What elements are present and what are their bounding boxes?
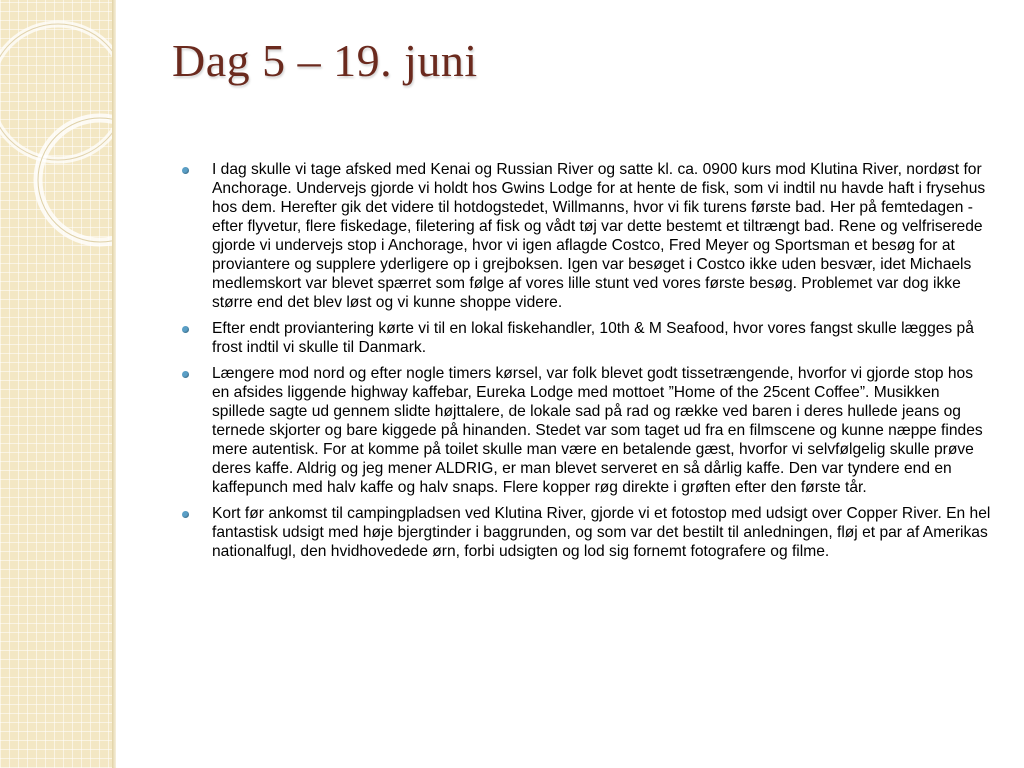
bullet-text: I dag skulle vi tage afsked med Kenai og Russian River og satte kl. ca. 0900 kurs mod Klutina River, nordøst for Anchorage. Undervejs gjorde vi holdt hos Gwins Lodge for at hente de fisk, som vi indtil nu havde haft i frysehus hos dem. Herefter gik det videre til hotdogstedet, Willmanns, hvor vi fik turens første bad. Her på femtedagen - efter flyvetur, flere fiskedage, filetering af fisk og vådt tøj var dette bestemt et tiltrængt bad. Rene og velfriserede gjorde vi undervejs stop i Anchorage, hvor vi igen aflagde Costco, Fred Meyer og Sportsman et besøg for at proviantere og supplere yderligere op i grejboksen. Igen var besøget i Costco ikke uden besvær, idet Michaels medlemskort var blevet spærret som følge af vores lille stunt ved vores første besøg. Problemet var dog ikke større end det blev løst og vi kunne shoppe videre. — [212, 161, 986, 311]
bullet-list — [182, 160, 994, 568]
bullet-item — [182, 160, 994, 312]
slide-title: Dag 5 – 19. juni — [172, 35, 478, 86]
bullet-item — [182, 364, 994, 497]
sidebar-edge — [112, 0, 116, 768]
bullet-text: Efter endt proviantering kørte vi til en lokal fiskehandler, 10th & M Seafood, hvor vores fangst skulle lægges på frost indtil vi skulle til Danmark. — [212, 320, 974, 356]
bullet-dot-icon — [182, 511, 189, 518]
bullet-dot-icon — [182, 167, 189, 174]
decorative-rings — [0, 0, 112, 768]
decorative-sidebar — [0, 0, 112, 768]
bullet-dot-icon — [182, 371, 189, 378]
bullet-text: Kort før ankomst til campingpladsen ved Klutina River, gjorde vi et fotostop med udsigt over Copper River. En hel fantastisk udsigt med høje bjergtinder i baggrunden, og som var det bestilt til anledningen, fløj et par af Amerikas nationalfugl, den hvidhovedede ørn, forbi udsigten og lod sig fornemt fotografere og filme. — [212, 505, 991, 560]
bullet-dot-icon — [182, 326, 189, 333]
bullet-item — [182, 319, 994, 357]
bullet-text: Længere mod nord og efter nogle timers kørsel, var folk blevet godt tissetrængende, hvorfor vi gjorde stop hos en afsides liggende highway kaffebar, Eureka Lodge med mottoet ”Home of the 25cent Coffee”. Musikken spillede sagte ud gennem slidte højttalere, de lokale sad på rad og række ved baren i deres hullede jeans og ternede skjorter og bare kiggede på hinanden. Stedet var som taget ud fra en filmscene og kunne næppe findes mere autentisk. For at komme på toilet skulle man være en betalende gæst, hvorfor vi selvfølgelig skulle prøve deres kaffe. Aldrig og jeg mener ALDRIG, er man blevet serveret en så dårlig kaffe. Den var tyndere end en kaffepunch med halv kaffe og halv snaps. Flere kopper røg direkte i grøften efter den første tår. — [212, 365, 983, 496]
bullet-item — [182, 504, 994, 561]
